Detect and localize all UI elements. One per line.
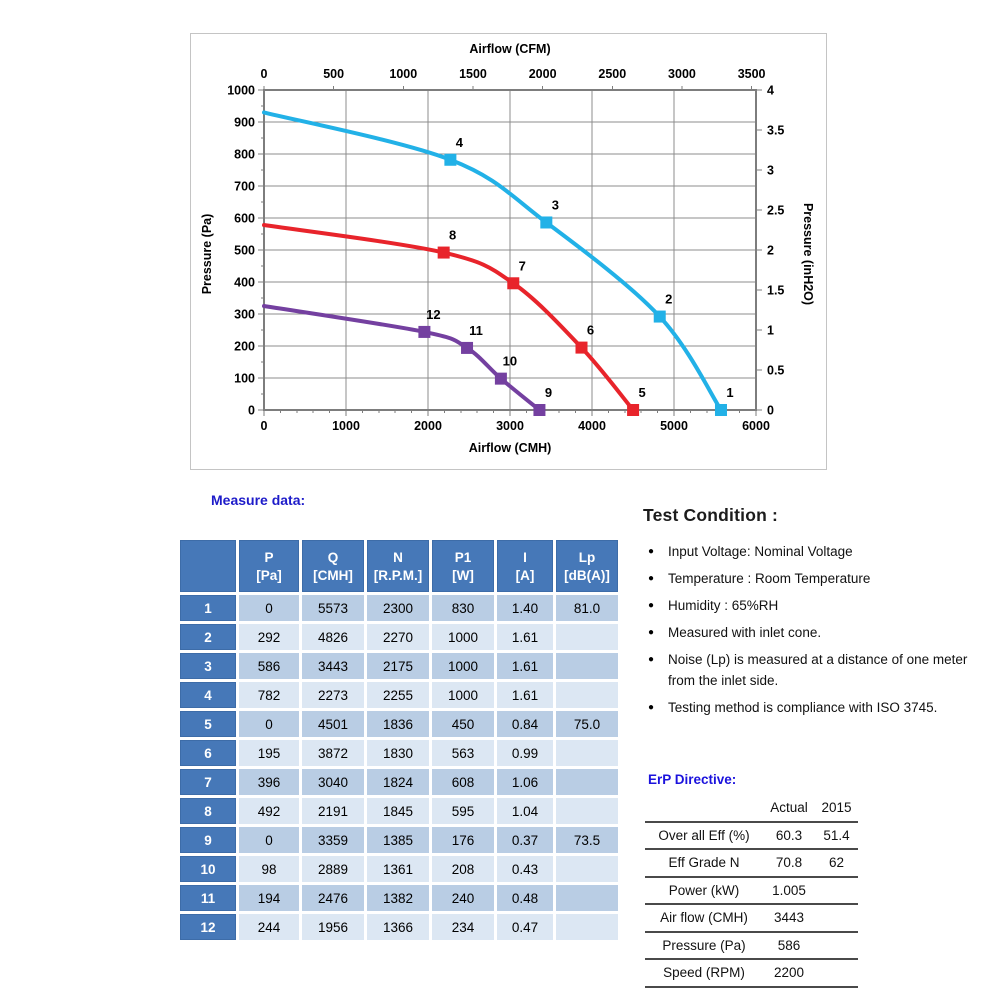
x-top-tick-label: 500 <box>323 67 345 81</box>
y-right-tick-label: 0 <box>767 403 774 418</box>
measure-cell: 2175 <box>367 653 429 679</box>
measure-row-number: 5 <box>180 711 236 737</box>
measure-cell: 1.06 <box>497 769 553 795</box>
measure-cell: 292 <box>239 624 299 650</box>
erp-cell <box>815 904 858 932</box>
erp-table <box>645 795 858 988</box>
measure-cell: 1.40 <box>497 595 553 621</box>
series-line-speed-high <box>264 112 721 410</box>
measure-row-number: 4 <box>180 682 236 708</box>
data-point-label-11: 11 <box>469 322 483 338</box>
measure-row-5 <box>180 711 618 737</box>
y-left-tick-label: 300 <box>234 307 255 322</box>
data-point-marker-6 <box>576 342 588 354</box>
erp-directive-section <box>645 772 860 988</box>
measure-cell: 0 <box>239 595 299 621</box>
measure-header-label: I <box>523 549 527 565</box>
measure-cell: 1836 <box>367 711 429 737</box>
measure-cell: 1.61 <box>497 653 553 679</box>
y-left-tick-label: 400 <box>234 275 255 290</box>
measure-cell: 1361 <box>367 856 429 882</box>
data-point-marker-7 <box>507 277 519 289</box>
fan-performance-chart <box>190 33 827 470</box>
measure-cell: 1830 <box>367 740 429 766</box>
erp-cell: 51.4 <box>815 822 858 850</box>
test-condition-item-4 <box>643 623 973 644</box>
test-condition-text: Measured with inlet cone. <box>668 625 822 640</box>
x-top-tick-label: 2500 <box>598 67 627 81</box>
y-left-tick-label: 600 <box>234 211 255 226</box>
measure-row-11 <box>180 885 618 911</box>
measure-header-cell-I <box>497 540 553 592</box>
measure-header-cell-Q <box>302 540 364 592</box>
measure-cell: 608 <box>432 769 494 795</box>
measure-cell: 2270 <box>367 624 429 650</box>
measure-header-cell-Lp <box>556 540 618 592</box>
measure-cell: 234 <box>432 914 494 940</box>
measure-cell <box>556 914 618 940</box>
measure-cell: 0.43 <box>497 856 553 882</box>
data-point-marker-11 <box>461 342 473 354</box>
measure-row-12 <box>180 914 618 940</box>
measure-row-1 <box>180 595 618 621</box>
x-bottom-tick-label: 3000 <box>496 419 524 433</box>
y-left-tick-label: 1000 <box>227 83 255 98</box>
data-point-marker-4 <box>444 154 456 166</box>
measure-header-row <box>180 540 618 592</box>
erp-header-row <box>645 795 858 822</box>
data-point-marker-12 <box>418 326 430 338</box>
erp-directive-heading: ErP Directive: <box>648 772 737 787</box>
test-condition-text: Humidity : 65%RH <box>668 598 779 613</box>
data-point-label-5: 5 <box>638 385 646 400</box>
measure-cell: 3872 <box>302 740 364 766</box>
measure-cell: 2273 <box>302 682 364 708</box>
y-left-tick-label: 100 <box>234 371 255 386</box>
measure-cell: 1000 <box>432 682 494 708</box>
measure-cell: 5573 <box>302 595 364 621</box>
y-left-tick-label: 0 <box>248 403 255 418</box>
y-left-tick-label: 700 <box>234 179 255 194</box>
bullet-icon: ● <box>648 600 655 611</box>
y-left-tick-label: 900 <box>234 115 255 130</box>
measure-cell: 2889 <box>302 856 364 882</box>
measure-cell: 492 <box>239 798 299 824</box>
measure-cell: 244 <box>239 914 299 940</box>
measure-cell <box>556 740 618 766</box>
erp-row-2 <box>645 849 858 877</box>
erp-cell: 3443 <box>763 904 815 932</box>
y-right-tick-label: 4 <box>767 83 774 98</box>
data-point-marker-8 <box>438 247 450 259</box>
measure-cell: 2300 <box>367 595 429 621</box>
measure-cell: 3359 <box>302 827 364 853</box>
erp-cell: Speed (RPM) <box>645 959 763 987</box>
measure-cell: 0.47 <box>497 914 553 940</box>
measure-header-unit: [W] <box>452 568 474 584</box>
measure-header-label: Q <box>327 549 339 565</box>
measure-row-number: 12 <box>180 914 236 940</box>
y-right-tick-label: 3.5 <box>767 123 785 138</box>
data-point-label-1: 1 <box>726 385 734 400</box>
measure-row-number: 1 <box>180 595 236 621</box>
x-bottom-tick-label: 4000 <box>578 419 606 433</box>
erp-cell: 60.3 <box>763 822 815 850</box>
measure-cell <box>556 885 618 911</box>
measure-header-cell-P <box>239 540 299 592</box>
measure-cell: 1956 <box>302 914 364 940</box>
measure-cell: 1.61 <box>497 624 553 650</box>
measure-cell: 208 <box>432 856 494 882</box>
test-condition-heading: Test Condition : <box>643 505 779 525</box>
measure-cell: 782 <box>239 682 299 708</box>
measure-row-7 <box>180 769 618 795</box>
measure-row-6 <box>180 740 618 766</box>
erp-cell: Air flow (CMH) <box>645 904 763 932</box>
measure-cell: 1000 <box>432 653 494 679</box>
measure-row-number: 11 <box>180 885 236 911</box>
measure-cell: 3040 <box>302 769 364 795</box>
y-right-tick-label: 3 <box>767 163 774 178</box>
measure-cell: 2476 <box>302 885 364 911</box>
erp-cell <box>815 877 858 905</box>
y-left-axis-title: Pressure (Pa) <box>200 213 214 295</box>
measure-header-cell-P1 <box>432 540 494 592</box>
measure-cell: 81.0 <box>556 595 618 621</box>
measure-table-body <box>180 595 618 940</box>
measure-header-unit: [Pa] <box>256 568 282 584</box>
measure-row-number: 8 <box>180 798 236 824</box>
measure-cell: 0.48 <box>497 885 553 911</box>
measure-cell <box>556 682 618 708</box>
bullet-icon: ● <box>648 701 655 713</box>
measure-cell: 586 <box>239 653 299 679</box>
data-point-marker-5 <box>627 404 639 416</box>
measure-cell: 98 <box>239 856 299 882</box>
measure-cell: 0.99 <box>497 740 553 766</box>
bullet-icon: ● <box>648 546 655 557</box>
measure-cell: 2255 <box>367 682 429 708</box>
bullet-icon: ● <box>648 627 655 638</box>
measure-cell: 73.5 <box>556 827 618 853</box>
measure-header-label: P1 <box>454 549 472 565</box>
measure-row-number: 10 <box>180 856 236 882</box>
data-point-marker-10 <box>495 373 507 385</box>
measure-row-3 <box>180 653 618 679</box>
test-condition-text: Testing method is compliance with ISO 3745. <box>668 699 938 715</box>
test-condition-item-2 <box>643 569 973 590</box>
measure-row-2 <box>180 624 618 650</box>
measure-cell <box>556 856 618 882</box>
test-condition-item-5 <box>643 650 973 691</box>
test-condition-section <box>643 505 991 725</box>
data-point-label-6: 6 <box>586 322 595 338</box>
measure-header-unit: [R.P.M.] <box>373 568 423 584</box>
measure-row-number: 7 <box>180 769 236 795</box>
measure-cell: 0 <box>239 711 299 737</box>
erp-row-6 <box>645 959 858 987</box>
erp-cell: 70.8 <box>763 849 815 877</box>
measure-cell: 0.37 <box>497 827 553 853</box>
measure-row-number: 9 <box>180 827 236 853</box>
erp-cell: Power (kW) <box>645 877 763 905</box>
measure-cell: 1.61 <box>497 682 553 708</box>
x-bottom-tick-label: 2000 <box>414 419 442 433</box>
test-condition-item-1 <box>643 542 973 563</box>
x-top-tick-label: 1500 <box>459 67 487 81</box>
test-condition-text: Input Voltage: Nominal Voltage <box>668 544 853 559</box>
measure-cell: 830 <box>432 595 494 621</box>
data-point-label-2: 2 <box>665 291 673 307</box>
measure-row-number: 3 <box>180 653 236 679</box>
bullet-icon: ● <box>648 573 655 584</box>
measure-cell: 176 <box>432 827 494 853</box>
measure-header-label: P <box>264 549 274 565</box>
x-top-tick-label: 3500 <box>737 67 766 81</box>
y-left-tick-label: 500 <box>234 243 255 258</box>
erp-cell: 62 <box>815 849 858 877</box>
erp-header-cell <box>645 795 763 822</box>
measure-cell <box>556 798 618 824</box>
data-point-marker-1 <box>715 404 727 416</box>
x-top-tick-label: 1000 <box>389 67 418 81</box>
measure-cell: 0.84 <box>497 711 553 737</box>
measure-cell: 595 <box>432 798 494 824</box>
test-condition-item-6 <box>643 698 973 719</box>
erp-cell: Pressure (Pa) <box>645 932 763 960</box>
data-point-label-12: 12 <box>426 306 441 322</box>
y-right-axis-title: Pressure (inH2O) <box>801 202 815 306</box>
y-right-tick-label: 0.5 <box>767 363 785 378</box>
test-condition-text: Temperature : Room Temperature <box>668 571 871 586</box>
data-point-label-8: 8 <box>449 227 457 243</box>
erp-cell: 1.005 <box>763 877 815 905</box>
measure-header-corner <box>180 540 236 592</box>
erp-cell: Eff Grade N <box>645 849 763 877</box>
x-top-tick-label: 0 <box>260 67 268 81</box>
measure-cell: 0 <box>239 827 299 853</box>
measure-cell: 195 <box>239 740 299 766</box>
erp-header-cell: 2015 <box>815 795 858 822</box>
measure-header-unit: [A] <box>515 568 535 584</box>
y-right-tick-label: 2.5 <box>767 203 785 218</box>
erp-cell <box>815 932 858 960</box>
y-right-tick-label: 2 <box>767 243 774 258</box>
measure-row-9 <box>180 827 618 853</box>
erp-cell <box>815 959 858 987</box>
measure-header-unit: [CMH] <box>313 568 353 584</box>
x-bottom-tick-label: 1000 <box>332 419 360 433</box>
x-bottom-tick-label: 6000 <box>742 419 770 433</box>
measure-header-label: N <box>393 549 403 565</box>
erp-row-5 <box>645 932 858 960</box>
measure-row-4 <box>180 682 618 708</box>
measure-cell: 194 <box>239 885 299 911</box>
measure-cell: 1366 <box>367 914 429 940</box>
series-line-speed-low <box>264 306 539 410</box>
measure-cell <box>556 769 618 795</box>
erp-cell: 586 <box>763 932 815 960</box>
y-left-tick-label: 800 <box>234 147 255 162</box>
data-point-label-3: 3 <box>551 197 559 213</box>
measure-cell <box>556 653 618 679</box>
measure-cell: 1000 <box>432 624 494 650</box>
erp-header-cell: Actual <box>763 795 815 822</box>
y-right-tick-label: 1.5 <box>767 283 785 298</box>
measure-table-header <box>180 540 618 592</box>
x-bottom-tick-label: 0 <box>260 419 268 433</box>
data-point-marker-2 <box>654 311 666 323</box>
x-top-axis-title: Airflow (CFM) <box>469 42 551 56</box>
measure-cell: 1385 <box>367 827 429 853</box>
erp-row-3 <box>645 877 858 905</box>
test-condition-text: Noise (Lp) is measured at a distance of one meter from the inlet side. <box>668 652 968 688</box>
data-point-label-10: 10 <box>502 353 518 369</box>
measure-header-cell-N <box>367 540 429 592</box>
measure-row-number: 2 <box>180 624 236 650</box>
measure-cell: 1382 <box>367 885 429 911</box>
measure-cell: 1845 <box>367 798 429 824</box>
measure-cell: 75.0 <box>556 711 618 737</box>
measure-data-table <box>177 537 621 943</box>
performance-curve-svg <box>191 34 826 469</box>
measure-cell: 563 <box>432 740 494 766</box>
measure-cell: 450 <box>432 711 494 737</box>
data-point-marker-3 <box>540 216 552 228</box>
data-point-marker-9 <box>533 404 545 416</box>
erp-cell: 2200 <box>763 959 815 987</box>
data-point-label-7: 7 <box>518 258 526 274</box>
x-top-tick-label: 2000 <box>528 67 557 81</box>
measure-cell: 396 <box>239 769 299 795</box>
data-point-label-4: 4 <box>455 134 464 150</box>
measure-cell: 2191 <box>302 798 364 824</box>
measure-header-unit: [dB(A)] <box>564 568 610 584</box>
measure-cell: 4826 <box>302 624 364 650</box>
x-bottom-axis-title: Airflow (CMH) <box>468 441 552 455</box>
test-condition-list <box>643 542 991 718</box>
measure-row-number: 6 <box>180 740 236 766</box>
measure-cell: 240 <box>432 885 494 911</box>
erp-cell: Over all Eff (%) <box>645 822 763 850</box>
measure-row-8 <box>180 798 618 824</box>
measure-cell: 1.04 <box>497 798 553 824</box>
y-right-tick-label: 1 <box>767 323 774 338</box>
measure-data-heading: Measure data: <box>211 492 306 508</box>
erp-row-4 <box>645 904 858 932</box>
measure-row-10 <box>180 856 618 882</box>
measure-cell: 4501 <box>302 711 364 737</box>
measure-cell: 1824 <box>367 769 429 795</box>
y-left-tick-label: 200 <box>234 339 255 354</box>
data-point-label-9: 9 <box>544 385 553 400</box>
test-condition-item-3 <box>643 596 973 617</box>
measure-header-label: Lp <box>578 549 596 565</box>
measure-cell: 3443 <box>302 653 364 679</box>
x-top-tick-label: 3000 <box>668 67 696 81</box>
measure-cell <box>556 624 618 650</box>
erp-table-body <box>645 795 858 987</box>
erp-row-1 <box>645 822 858 850</box>
bullet-icon: ● <box>648 654 655 665</box>
x-bottom-tick-label: 5000 <box>660 419 688 433</box>
